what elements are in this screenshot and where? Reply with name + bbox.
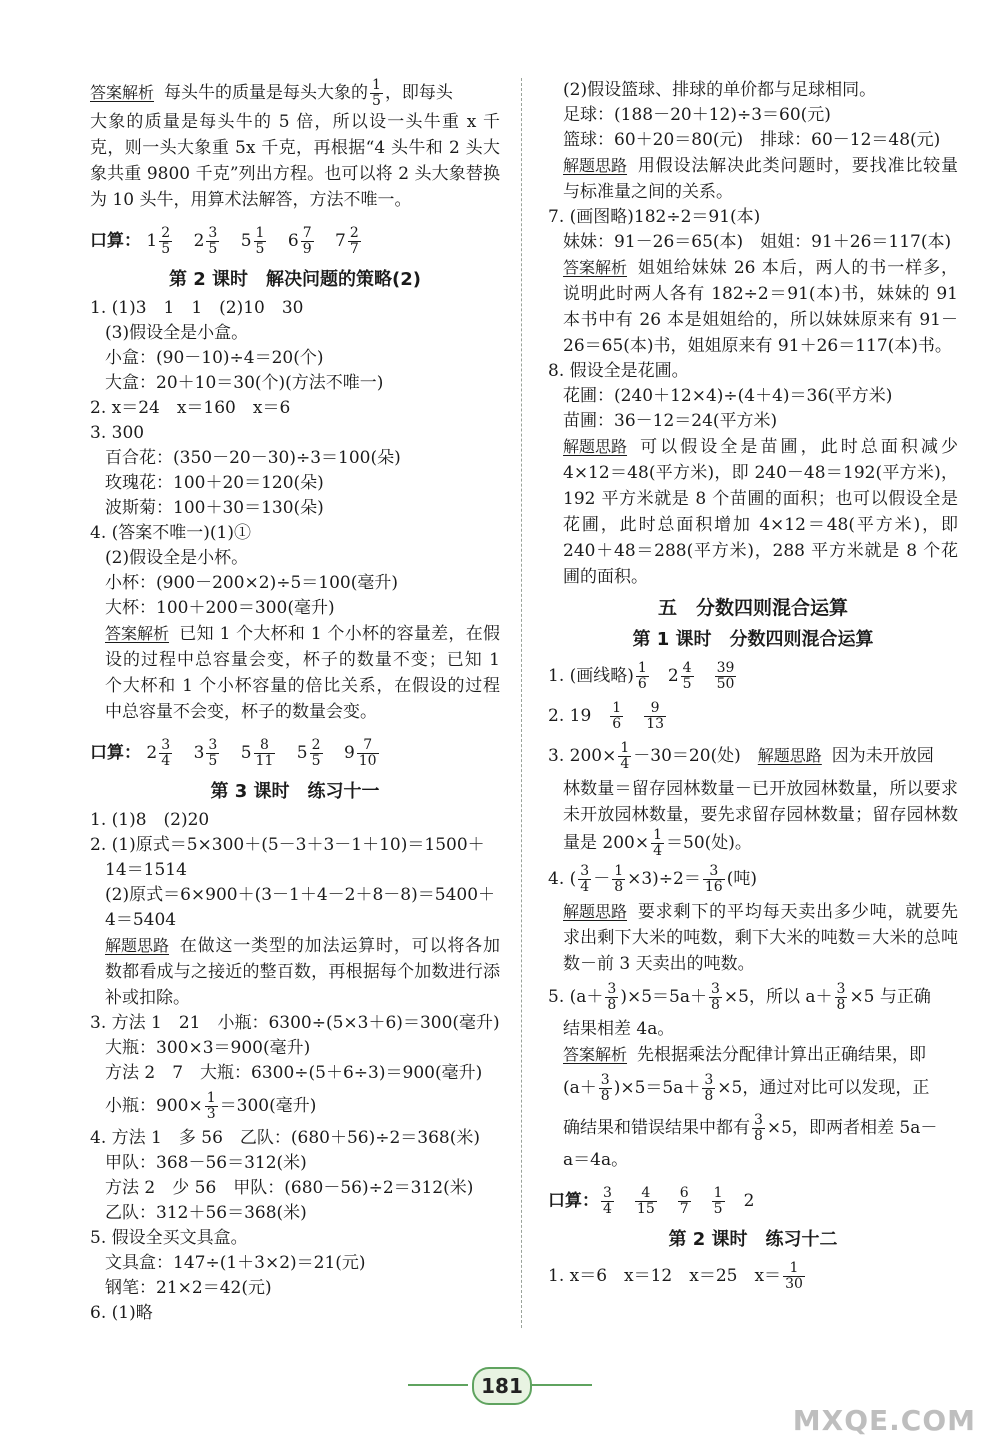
analysis-paragraph: 林数量＝留存园林数量－已开放园林数量，所以要求未开放园林数量，要先求留存园林数量；留存园林数量是 200× $\frac{1}{4}$ ＝50(处)。 [563,779,958,859]
right-column [548,78,958,1296]
answer-line: 4. ( $\frac{3}{4}$ － $\frac{1}{8}$ ×3)÷2＝ $\frac{3}{16}$ (吨) [548,863,757,895]
footer-rule [532,1384,592,1386]
analysis-tag: 答案解析 [563,258,628,277]
analysis-paragraph: 解题思路 在做这一类型的加法运算时，可以将各加数都看成与之接近的整百数，再根据每个加数进行添补或扣除。 [90,933,500,1011]
mixed-number: 2 $\frac{3}{5}$ [193,225,218,257]
answer-analysis-line: 答案解析 每头牛的质量是每头大象的 $\frac{1}{5}$ ，即每头 [90,77,453,109]
answer-line: 结果相差 4a。 [563,1019,675,1039]
mixed-number: 3 $\frac{3}{5}$ [193,737,218,769]
mixed-number: 9 $\frac{7}{10}$ [343,737,377,769]
analysis-tag: 答案解析 [563,1045,628,1064]
analysis-line: 确结果和错误结果中都有 $\frac{3}{8}$ ×5，即两者相差 5a－ [563,1112,938,1144]
mixed-number: 5 $\frac{8}{11}$ [240,737,274,769]
answer-line: (2)原式＝6×900＋(3－1＋4－2＋8－8)＝5400＋ [105,885,496,905]
fraction: $\frac{1}{5}$ [372,77,381,109]
answer-line: 足球：(188－20＋12)÷3＝60(元) [563,105,831,125]
answer-line: 3. 方法 1 21 小瓶：6300÷(5×3＋6)＝300(毫升) [90,1013,500,1033]
analysis-tag: 答案解析 [90,83,155,102]
lesson-heading: 第 2 课时 解决问题的策略(2) [168,269,422,290]
analysis-paragraph: 大象的质量是每头牛的 5 倍，所以设一头牛重 x 千克，则一头大象重 5x 千克，再根据“4 头牛和 2 头大象共重 9800 千克”列出方程。也可以将 2 头大象替换为 10 头牛，用算术法解答，方法不唯一。 [90,112,500,210]
answer-line: 百合花：(350－20－30)÷3＝100(朵) [105,448,401,468]
answer-line: 钢笔：21×2＝42(元) [105,1278,272,1298]
answer-line: 花圃：(240＋12×4)÷(4＋4)＝36(平方米) [563,386,893,406]
analysis-paragraph: 解题思路 可以假设全是苗圃，此时总面积减少 4×12＝48(平方米)，即 240－48＝192(平方米)，192 平方米就是 8 个苗圃的面积；也可以假设全是花圃，此时总面积增加 4×12＝48(平方米)，即 240＋48＝288(平方米)，288 平方米就是 8 个花圃的面积。 [548,434,958,590]
answer-line: 波斯菊：100＋30＝130(朵) [105,498,324,518]
answer-line: 1. (1)8 (2)20 [90,810,210,830]
answer-line: 2. 19 $\frac{1}{6}$ $\frac{9}{13}$ [548,700,665,732]
mixed-number: 5 $\frac{1}{5}$ [240,225,265,257]
answer-line: 苗圃：36－12＝24(平方米) [563,411,778,431]
analysis-paragraph: 答案解析 姐姐给妹妹 26 本后，两人的书一样多，说明此时两人各有 182÷2＝91(本)书，妹妹的 91 本书中有 26 本是姐姐给的，所以妹妹原来有 91－26＝65(本)书，姐姐原来有 91＋26＝117(本)书。 [548,255,958,359]
analysis-line: (a＋ $\frac{3}{8}$ )×5＝5a＋ $\frac{3}{8}$ ×5，通过对比可以发现，正 [563,1072,930,1104]
answer-line: 方法 2 7 大瓶：6300÷(5＋6÷3)＝900(毫升) [105,1063,483,1083]
mental-math-row: 口算： 2 $\frac{3}{4}$ 3 $\frac{3}{5}$ 5 $\frac{8}{11}$ 5 $\frac{2}{5}$ 9 $\frac{7}{10}$ [90,733,500,773]
answer-line: 3. 300 [90,423,145,443]
mental-math-row: 口算： $\frac{3}{4}$ $\frac{4}{15}$ $\frac{6}{7}$ $\frac{1}{5}$ 2 [548,1185,755,1217]
analysis-paragraph: 解题思路 要求剩下的平均每天卖出多少吨，就要先求出剩下大米的吨数，剩下大米的吨数＝大米的总吨数－前 3 天卖出的吨数。 [548,899,958,977]
answer-line: 小瓶：900× $\frac{1}{3}$ ＝300(毫升) [105,1090,317,1122]
answer-line: 6. (1)略 [90,1303,153,1323]
answer-line: 14＝1514 [105,860,187,880]
answer-line: 大瓶：300×3＝900(毫升) [105,1038,311,1058]
mixed-number: 6 $\frac{7}{9}$ [287,225,312,257]
answer-line: 方法 2 少 56 甲队：(680－56)÷2＝312(米) [105,1178,474,1198]
answer-line: 大盒：20＋10＝30(个)(方法不唯一) [105,373,384,393]
answer-line: 乙队：312＋56＝368(米) [105,1203,307,1223]
lesson-heading: 第 2 课时 练习十二 [668,1229,838,1250]
answer-line: 妹妹：91－26＝65(本) 姐姐：91＋26＝117(本) [563,232,952,252]
answer-line: 4＝5404 [105,910,177,930]
analysis-tag: 解题思路 [563,156,628,175]
mixed-number: 2 $\frac{3}{4}$ [146,737,171,769]
answer-line: 4. (答案不唯一)(1)① [90,523,251,543]
analysis-tag: 答案解析 [105,624,170,643]
left-column [90,78,500,1326]
answer-line: 3. 200× $\frac{1}{4}$ －30＝20(处) 解题思路 因为未开放园 [548,736,958,776]
answer-line: 小盒：(90－10)÷4＝20(个) [105,348,324,368]
answer-line: 1. (画线略) $\frac{1}{6}$ 2 $\frac{4}{5}$ $\frac{39}{50}$ [548,660,735,692]
answer-line: 文具盒：147÷(1＋3×2)＝21(元) [105,1253,366,1273]
analysis-tag: 解题思路 [105,936,170,955]
answer-line: (3)假设全是小盒。 [105,323,249,343]
watermark-text: MXQE.COM [792,1404,976,1437]
analysis-tag: 解题思路 [563,437,628,456]
answer-line: 2. x＝24 x＝160 x＝6 [90,398,291,418]
footer-rule [408,1384,468,1386]
lesson-heading: 第 3 课时 练习十一 [210,781,380,802]
answer-line: 1. x＝6 x＝12 x＝25 x＝ $\frac{1}{30}$ [548,1260,803,1292]
mental-math-row: 口算： 1 $\frac{2}{5}$ 2 $\frac{3}{5}$ 5 $\frac{1}{5}$ 6 $\frac{7}{9}$ 7 $\frac{2}{7}$ [90,221,500,261]
unit-title: 五 分数四则混合运算 [657,597,848,619]
mixed-number: 5 $\frac{2}{5}$ [296,737,321,769]
answer-line: 5. 假设全买文具盒。 [90,1228,248,1248]
page-footer [0,1365,1000,1405]
analysis-tag: 解题思路 [563,902,628,921]
mixed-number: 7 $\frac{2}{7}$ [335,225,359,257]
analysis-line: 答案解析 先根据乘法分配律计算出正确结果，即 [548,1042,958,1068]
mixed-number: 1 $\frac{2}{5}$ [146,225,171,257]
lesson-heading: 第 1 课时 分数四则混合运算 [632,629,874,650]
answer-line: 甲队：368－56＝312(米) [105,1153,307,1173]
answer-line: 篮球：60＋20＝80(元) 排球：60－12＝48(元) [563,130,941,150]
answer-line: 5. (a＋ $\frac{3}{8}$ )×5＝5a＋ $\frac{3}{8}$ ×5，所以 a＋ $\frac{3}{8}$ ×5 与正确 [548,981,931,1013]
analysis-line: a＝4a。 [563,1150,629,1170]
analysis-paragraph: 答案解析 已知 1 个大杯和 1 个小杯的容量差，在假设的过程中总容量会变，杯子的数量不变；已知 1 个大杯和 1 个小杯容量的倍比关系，在假设的过程中总容量不会变，杯子的数量会变。 [90,621,500,725]
answer-line: 小杯：(900－200×2)÷5＝100(毫升) [105,573,398,593]
answer-line: 2. (1)原式＝5×300＋(5－3＋3－1＋10)＝1500＋ [90,835,485,855]
answer-line: 大杯：100＋200＝300(毫升) [105,598,335,618]
analysis-paragraph: 解题思路 用假设法解决此类问题时，要找准比较量与标准量之间的关系。 [548,153,958,205]
analysis-tag: 解题思路 [757,746,822,765]
answer-line: (2)假设全是小杯。 [105,548,249,568]
column-divider [521,78,522,1328]
page-number: 181 [472,1367,532,1405]
answer-line: 7. (画图略)182÷2＝91(本) [548,207,761,227]
answer-line: 玫瑰花：100＋20＝120(朵) [105,473,324,493]
answer-line: 1. (1)3 1 1 (2)10 30 [90,298,304,318]
answer-line: (2)假设篮球、排球的单价都与足球相同。 [563,80,877,100]
answer-line: 8. 假设全是花圃。 [548,361,689,381]
answer-line: 4. 方法 1 多 56 乙队：(680＋56)÷2＝368(米) [90,1128,480,1148]
